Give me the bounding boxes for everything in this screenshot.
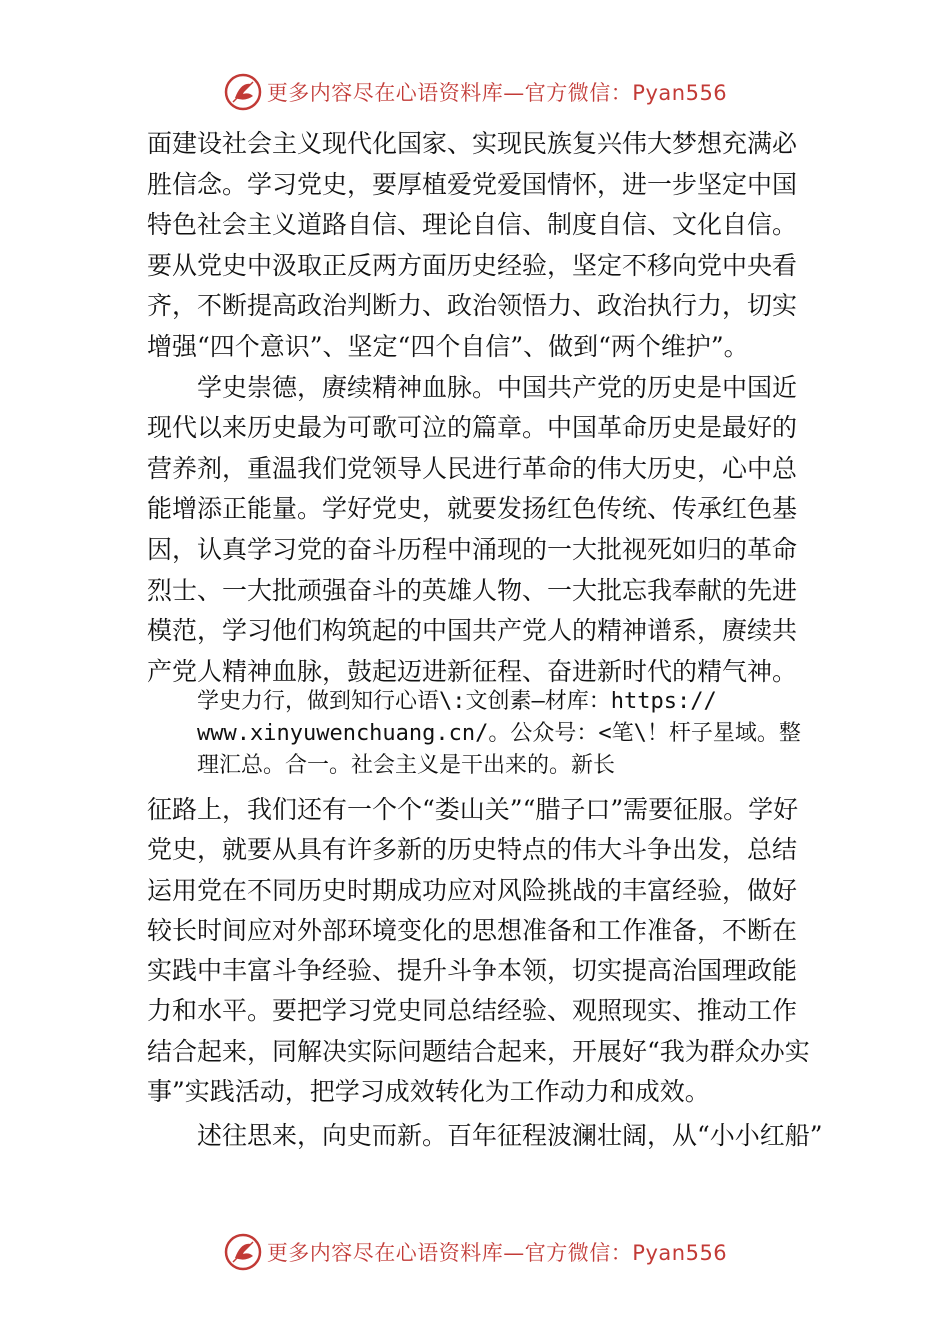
text-line: www.xinyuwenchuang.cn/。公众号：<笔\！杆子星域。整: [197, 721, 801, 746]
text-line: 要从党史中汲取正反两方面历史经验，坚定不移向党中央看: [147, 250, 798, 280]
text-line: 实践中丰富斗争经验、提升斗争本领，切实提高治国理政能: [147, 956, 798, 986]
text-line: 运用党在不同历史时期成功应对风险挑战的丰富经验，做好: [147, 875, 798, 905]
brand-logo-icon: [223, 72, 263, 112]
text-line: 能增添正能量。学好党史，就要发扬红色传统、传承红色基: [147, 494, 798, 524]
text-line: 特色社会主义道路自信、理论自信、制度自信、文化自信。: [147, 210, 798, 240]
document-body: [147, 124, 827, 692]
text-line: 增强“四个意识”、坚定“四个自信”、做到“两个维护”。: [147, 331, 749, 361]
text-line: 因，认真学习党的奋斗历程中涌现的一大批视死如归的革命: [147, 534, 798, 564]
text-line: 述往思来，向史而新。百年征程波澜壮阔，从“小小红船”: [197, 1121, 823, 1151]
footer-watermark: [0, 1228, 950, 1276]
text-line: 模范，学习他们构筑起的中国共产党人的精神谱系，赓续共: [147, 616, 798, 646]
text-line: 胜信念。学习党史，要厚植爱党爱国情怀，进一步坚定中国: [147, 169, 798, 199]
text-line: 较长时间应对外部环境变化的思想准备和工作准备，不断在: [147, 915, 798, 945]
text-line: 力和水平。要把学习党史同总结经验、观照现实、推动工作: [147, 996, 798, 1026]
text-line: 党史，就要从具有许多新的历史特点的伟大斗争出发，总结: [147, 835, 798, 865]
text-line: 烈士、一大批顽强奋斗的英雄人物、一大批忘我奉献的先进: [147, 575, 798, 605]
text-line: 学史崇德，赓续精神血脉。中国共产党的历史是中国近: [197, 372, 798, 402]
text-line: 理汇总。合一。社会主义是干出来的。新长: [197, 753, 616, 778]
text-line: 事”实践活动，把学习成效转化为工作动力和成效。: [147, 1077, 710, 1107]
watermark-text: 更多内容尽在心语资料库—官方微信：Pyan556: [266, 1241, 728, 1265]
header-watermark: [0, 68, 950, 116]
text-line: 营养剂，重温我们党领导人民进行革命的伟大历史，心中总: [147, 453, 798, 483]
text-line: 面建设社会主义现代化国家、实现民族复兴伟大梦想充满必: [147, 129, 798, 158]
watermark-text: 更多内容尽在心语资料库—官方微信：Pyan556: [266, 81, 728, 105]
text-line: 现代以来历史最为可歌可泣的篇章。中国革命历史是最好的: [147, 413, 798, 443]
text-line: 齐，不断提高政治判断力、政治领悟力、政治执行力，切实: [147, 291, 798, 321]
inserted-text-block: [197, 686, 847, 782]
document-body-continued: [147, 790, 827, 1157]
text-line: 征路上，我们还有一个个“娄山关”“腊子口”需要征服。学好: [147, 795, 799, 824]
brand-logo-icon: [223, 1232, 263, 1272]
text-line: 结合起来，同解决实际问题结合起来，开展好“我为群众办实: [147, 1036, 810, 1066]
text-line: 产党人精神血脉，鼓起迈进新征程、奋进新时代的精气神。: [147, 656, 798, 686]
text-line: 学史力行，做到知行心语\:文创素—材库：https://: [197, 689, 717, 714]
